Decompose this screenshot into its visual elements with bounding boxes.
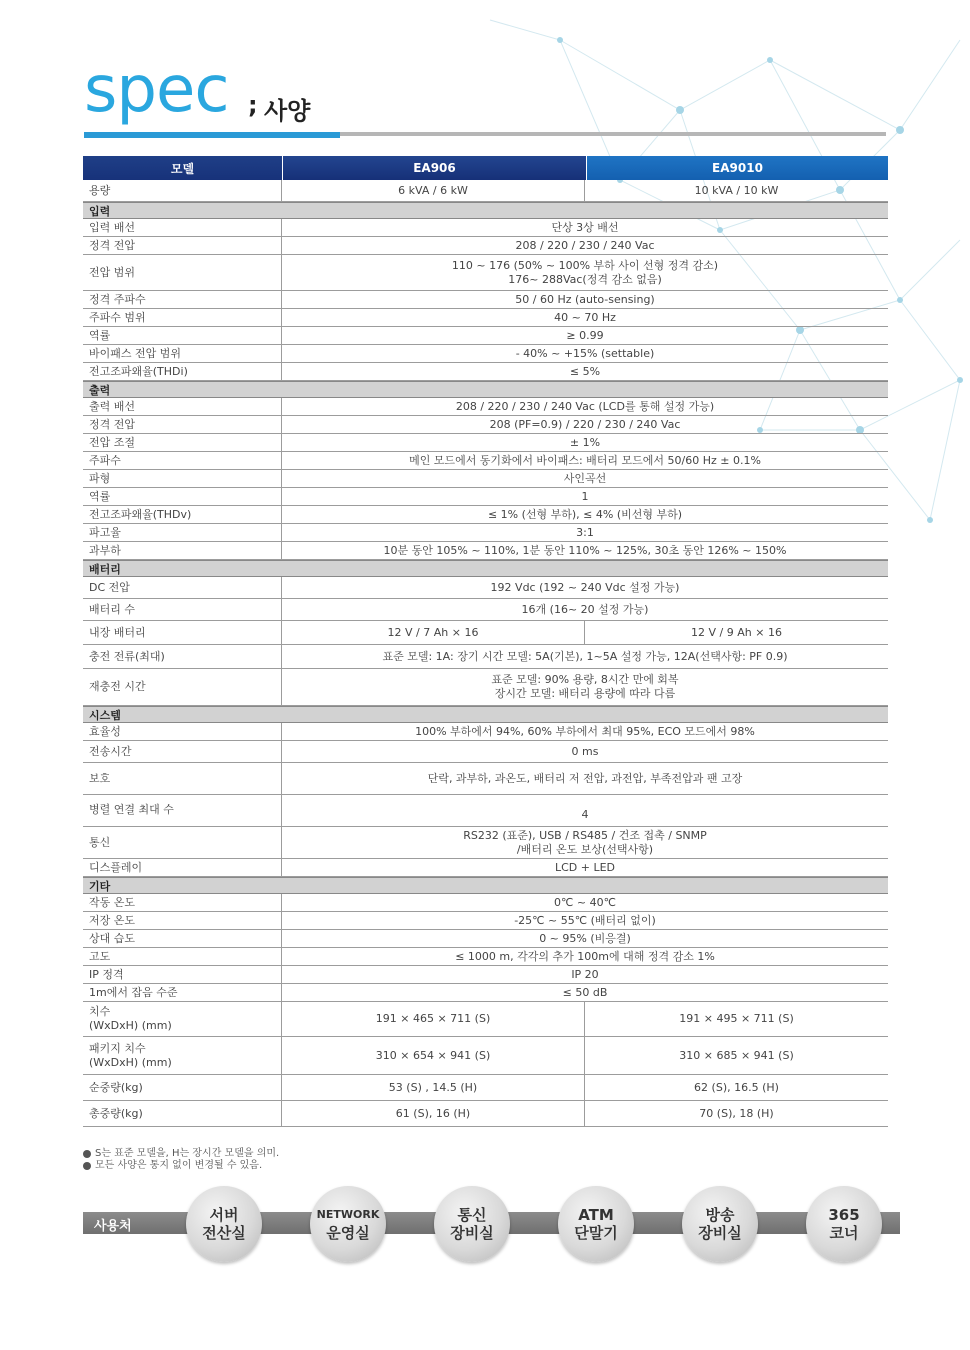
row-value: ± 1% bbox=[569, 435, 601, 449]
footnote bbox=[83, 1148, 279, 1160]
row-value: 0 ms bbox=[571, 744, 599, 758]
cell-b: 62 (S), 16.5 (H) bbox=[694, 1080, 779, 1094]
row-value: 16개 (16~ 20 설정 가능) bbox=[521, 602, 649, 616]
usage-line2: 장비실 bbox=[698, 1224, 742, 1242]
bullet-icon bbox=[83, 1162, 91, 1170]
table-row bbox=[83, 434, 888, 452]
row-value bbox=[282, 255, 888, 290]
label-line: 치수 bbox=[89, 1005, 111, 1019]
table-row bbox=[83, 363, 888, 381]
row-value: ≤ 1% (선형 부하), ≤ 4% (비선형 부하) bbox=[487, 507, 683, 521]
section-etc: 기타 bbox=[83, 877, 888, 894]
table-row bbox=[83, 1101, 888, 1127]
usage-line2: 전산실 bbox=[202, 1224, 246, 1242]
row-value: LCD + LED bbox=[554, 860, 616, 874]
value-line: 장시간 모델: 배터리 용량에 따라 다름 bbox=[494, 687, 676, 700]
usage-title: 사용처 bbox=[94, 1219, 132, 1234]
usage-line2: 단말기 bbox=[574, 1224, 618, 1242]
table-row bbox=[83, 416, 888, 434]
bullet-icon bbox=[83, 1150, 91, 1158]
cell-b: 10 kVA / 10 kW bbox=[694, 183, 779, 197]
usage-line2: 코너 bbox=[829, 1224, 859, 1242]
row-value: ≥ 0.99 bbox=[566, 328, 604, 342]
title-separator: ; bbox=[248, 91, 258, 119]
row-value: 40 ~ 70 Hz bbox=[554, 310, 616, 324]
row-label: 정격 전압 bbox=[83, 416, 282, 433]
col-ea9010: EA9010 bbox=[587, 156, 888, 180]
row-value: 단락, 과부하, 과온도, 배터리 저 전압, 과전압, 부족전압과 팬 고장 bbox=[427, 771, 743, 785]
table-row bbox=[83, 506, 888, 524]
cell-a: 191 × 465 × 711 (S) bbox=[282, 1002, 585, 1036]
row-label: 상대 습도 bbox=[83, 930, 282, 947]
row-label: 충전 전류(최대) bbox=[83, 645, 282, 668]
row-label: 정격 전압 bbox=[83, 237, 282, 254]
row-value: ≤ 5% bbox=[569, 364, 601, 378]
usage-line1: 365 bbox=[828, 1206, 860, 1224]
table-row bbox=[83, 309, 888, 327]
table-row bbox=[83, 398, 888, 416]
cell-a: 6 kVA / 6 kW bbox=[282, 180, 585, 201]
row-label: 배터리 수 bbox=[83, 599, 282, 620]
table-row bbox=[83, 621, 888, 645]
row-value: 192 Vdc (192 ~ 240 Vdc 설정 가능) bbox=[490, 580, 680, 594]
table-row bbox=[83, 488, 888, 506]
row-value: 표준 모델: 1A: 장기 시간 모델: 5A(기본), 1~5A 설정 가능, 12A(선택사항: PF 0.9) bbox=[382, 649, 788, 663]
row-value: 100% 부하에서 94%, 60% 부하에서 최대 95%, ECO 모드에서 98% bbox=[415, 724, 755, 738]
cell-a: 61 (S), 16 (H) bbox=[282, 1101, 585, 1126]
row-label: 주파수 bbox=[83, 452, 282, 469]
row-label bbox=[83, 1002, 282, 1036]
cell-b: 310 × 685 × 941 (S) bbox=[679, 1048, 794, 1062]
row-label: 작동 온도 bbox=[83, 894, 282, 911]
row-label: 입력 배선 bbox=[83, 219, 282, 236]
table-row bbox=[83, 345, 888, 363]
row-value: 메인 모드에서 동기화에서 바이패스: 배터리 모드에서 50/60 Hz ± 0.1% bbox=[409, 453, 761, 467]
table-row bbox=[83, 763, 888, 795]
cell-a: 310 × 654 × 941 (S) bbox=[282, 1037, 585, 1074]
table-row bbox=[83, 577, 888, 599]
col-ea906: EA906 bbox=[283, 156, 586, 180]
page-title: spec bbox=[84, 53, 229, 127]
usage-line1: 방송 bbox=[705, 1206, 735, 1224]
row-label: 고도 bbox=[83, 948, 282, 965]
usage-line1: ATM bbox=[578, 1206, 614, 1224]
row-value: -25℃ ~ 55℃ (배터리 없이) bbox=[514, 913, 656, 927]
table-row bbox=[83, 930, 888, 948]
table-row bbox=[83, 741, 888, 763]
table-row bbox=[83, 669, 888, 706]
footnotes bbox=[83, 1148, 279, 1172]
page-subtitle: 사양 bbox=[264, 97, 311, 125]
row-label: 역률 bbox=[83, 488, 282, 505]
row-label: 역률 bbox=[83, 327, 282, 344]
table-row bbox=[83, 645, 888, 669]
row-value: IP 20 bbox=[571, 967, 599, 981]
value-line: 176~ 288Vac(정격 감소 없음) bbox=[508, 272, 662, 286]
row-value: 208 (PF=0.9) / 220 / 230 / 240 Vac bbox=[489, 417, 681, 431]
header-rule bbox=[340, 132, 886, 136]
usage-network-room bbox=[310, 1186, 386, 1262]
row-label: 효율성 bbox=[83, 723, 282, 740]
row-label: 총중량(kg) bbox=[83, 1101, 282, 1126]
row-label: 통신 bbox=[83, 827, 282, 858]
row-label: 보호 bbox=[83, 763, 282, 794]
cell-b: 191 × 495 × 711 (S) bbox=[679, 1012, 794, 1026]
row-label: 디스플레이 bbox=[83, 859, 282, 876]
row-label: IP 정격 bbox=[83, 966, 282, 983]
cell-b: 70 (S), 18 (H) bbox=[699, 1106, 774, 1120]
table-row bbox=[83, 470, 888, 488]
row-label: 주파수 범위 bbox=[83, 309, 282, 326]
usage-line1: 통신 bbox=[457, 1206, 487, 1224]
usage-line2: 장비실 bbox=[450, 1224, 494, 1242]
row-value: - 40% ~ +15% (settable) bbox=[515, 346, 655, 360]
row-value bbox=[282, 669, 888, 705]
table-row bbox=[83, 984, 888, 1002]
usage-telecom-room bbox=[434, 1186, 510, 1262]
table-row bbox=[83, 599, 888, 621]
table-row bbox=[83, 948, 888, 966]
row-value: 0℃ ~ 40℃ bbox=[554, 895, 616, 909]
table-row bbox=[83, 827, 888, 859]
value-line: 110 ~ 176 (50% ~ 100% 부하 사이 선형 정격 감소) bbox=[451, 258, 719, 272]
row-label: 병렬 연결 최대 수 bbox=[83, 795, 282, 826]
row-value bbox=[282, 827, 888, 858]
value-line: /배터리 온도 보상(선택사항) bbox=[516, 842, 654, 856]
row-value: 10분 동안 105% ~ 110%, 1분 동안 110% ~ 125%, 30초 동안 126% ~ 150% bbox=[383, 543, 787, 557]
row-value: 50 / 60 Hz (auto-sensing) bbox=[515, 292, 655, 306]
row-value: 0 ~ 95% (비응결) bbox=[539, 931, 631, 945]
row-label: 저장 온도 bbox=[83, 912, 282, 929]
table-row bbox=[83, 291, 888, 309]
table-row bbox=[83, 452, 888, 470]
section-output: 출력 bbox=[83, 381, 888, 398]
usage-line2: 운영실 bbox=[326, 1224, 370, 1242]
row-value: 3:1 bbox=[576, 525, 594, 539]
usage-server-room bbox=[186, 1186, 262, 1262]
value-line: 표준 모델: 90% 용량, 8시간 만에 회복 bbox=[491, 673, 679, 687]
row-label: 용량 bbox=[83, 180, 282, 201]
row-label: 내장 배터리 bbox=[83, 621, 282, 644]
row-value: 208 / 220 / 230 / 240 Vac bbox=[515, 238, 655, 252]
label-line: (WxDxH) (mm) bbox=[89, 1019, 172, 1032]
row-value: 208 / 220 / 230 / 240 Vac (LCD를 통해 설정 가능) bbox=[455, 399, 715, 413]
table-row bbox=[83, 327, 888, 345]
row-label: 정격 주파수 bbox=[83, 291, 282, 308]
table-row bbox=[83, 1075, 888, 1101]
table-row bbox=[83, 1002, 888, 1037]
table-row bbox=[83, 219, 888, 237]
section-system: 시스템 bbox=[83, 706, 888, 723]
row-label: 전압 범위 bbox=[83, 255, 282, 290]
footnote bbox=[83, 1160, 279, 1172]
footnote-text: 모든 사양은 통지 없이 변경될 수 있음. bbox=[95, 1160, 263, 1171]
row-label: DC 전압 bbox=[83, 577, 282, 598]
row-label: 1m에서 잡음 수준 bbox=[83, 984, 282, 1001]
value-line: RS232 (표준), USB / RS485 / 건조 접촉 / SNMP bbox=[463, 828, 707, 842]
table-row bbox=[83, 180, 888, 202]
row-label: 전압 조절 bbox=[83, 434, 282, 451]
table-row bbox=[83, 859, 888, 877]
col-model: 모델 bbox=[83, 156, 282, 180]
table-row bbox=[83, 966, 888, 984]
section-input: 입력 bbox=[83, 202, 888, 219]
table-row bbox=[83, 795, 888, 827]
row-label: 전고조파왜율(THDi) bbox=[83, 363, 282, 380]
table-row bbox=[83, 723, 888, 741]
row-value: 1 bbox=[581, 489, 589, 503]
usage-broadcast-room bbox=[682, 1186, 758, 1262]
row-label bbox=[83, 1037, 282, 1074]
row-label: 출력 배선 bbox=[83, 398, 282, 415]
row-label: 과부하 bbox=[83, 542, 282, 559]
page-header bbox=[84, 53, 904, 148]
row-label: 파고율 bbox=[83, 524, 282, 541]
label-line: (WxDxH) (mm) bbox=[89, 1055, 172, 1069]
row-value: 4 bbox=[581, 808, 589, 822]
row-label: 파형 bbox=[83, 470, 282, 487]
usage-365-corner bbox=[806, 1186, 882, 1262]
row-label: 재충전 시간 bbox=[83, 669, 282, 705]
table-row bbox=[83, 255, 888, 291]
footnote-text: S는 표준 모델을, H는 장시간 모델을 의미. bbox=[95, 1148, 280, 1159]
cell-b: 12 V / 9 Ah × 16 bbox=[691, 625, 782, 639]
table-row bbox=[83, 524, 888, 542]
usage-line1: NETWORK bbox=[316, 1208, 380, 1221]
row-value: 사인곡선 bbox=[563, 471, 607, 485]
table-row bbox=[83, 237, 888, 255]
row-label: 바이패스 전압 범위 bbox=[83, 345, 282, 362]
row-value: ≤ 50 dB bbox=[562, 985, 608, 999]
row-value: ≤ 1000 m, 각각의 추가 100m에 대해 정격 감소 1% bbox=[455, 949, 715, 963]
table-row bbox=[83, 912, 888, 930]
table-header bbox=[83, 156, 888, 180]
usage-line1: 서버 bbox=[209, 1206, 239, 1224]
row-label: 순중량(kg) bbox=[83, 1075, 282, 1100]
table-row bbox=[83, 894, 888, 912]
row-label: 전고조파왜율(THDv) bbox=[83, 506, 282, 523]
label-line: 패키지 치수 bbox=[89, 1041, 146, 1055]
usage-atm bbox=[558, 1186, 634, 1262]
cell-a: 12 V / 7 Ah × 16 bbox=[282, 621, 585, 644]
row-value: 단상 3상 배선 bbox=[551, 220, 619, 234]
table-row bbox=[83, 542, 888, 560]
section-battery: 배터리 bbox=[83, 560, 888, 577]
cell-a: 53 (S) , 14.5 (H) bbox=[282, 1075, 585, 1100]
spec-table bbox=[83, 156, 888, 1127]
row-label: 전송시간 bbox=[83, 741, 282, 762]
table-row bbox=[83, 1037, 888, 1075]
header-rule-accent bbox=[84, 132, 340, 138]
